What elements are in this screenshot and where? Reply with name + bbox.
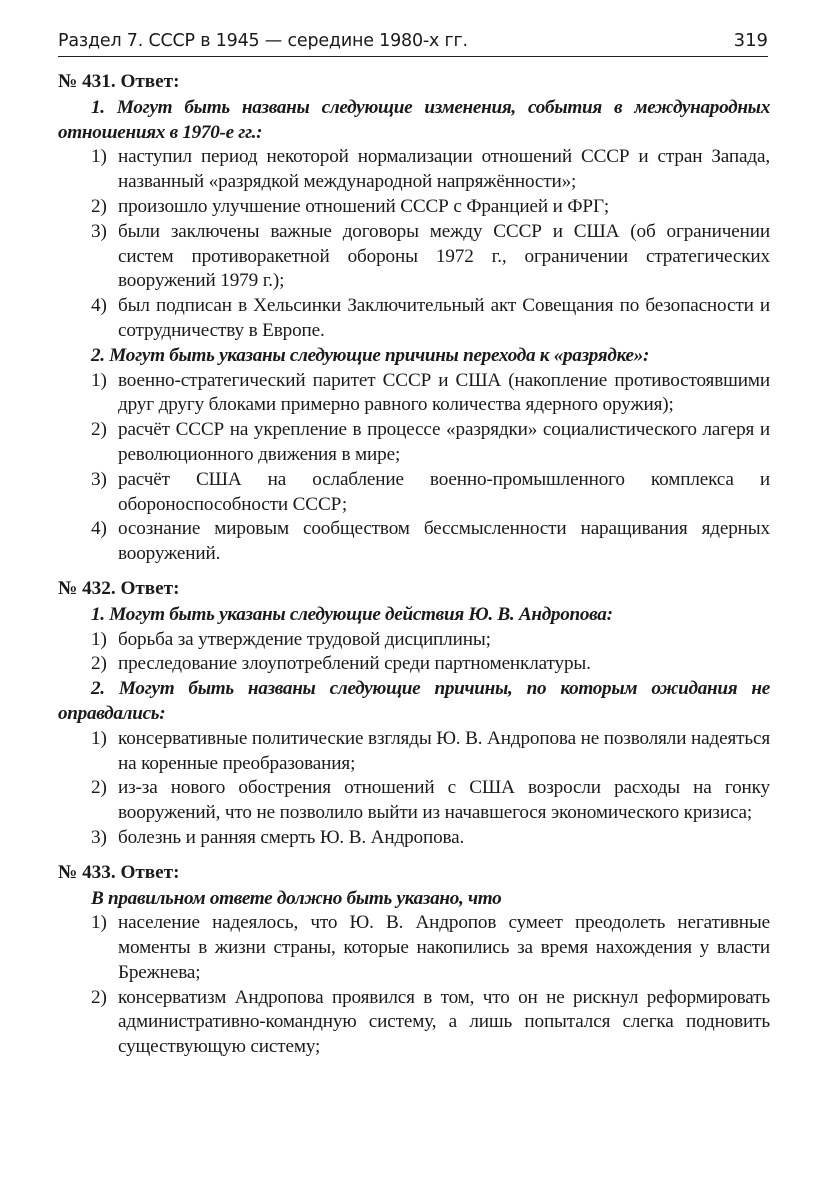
list-item-number: 4) (91, 518, 107, 540)
list-item (58, 369, 770, 419)
page-number: 319 (733, 30, 768, 51)
list-item (58, 652, 770, 677)
list-item-text: болезнь и ранняя смерть Ю. В. Андропова. (118, 826, 465, 848)
answer-431-part-1-lead: 1. Могут быть названы следующие изменения, события в международных отношениях в 1970-е гг.: (58, 96, 770, 143)
section-title: Раздел 7. СССР в 1945 — середине 1980-х гг. (58, 31, 468, 51)
list-item-text: военно-стратегический паритет СССР и США (накопление противостоявшими друг другу блоками примерно равного количества ядерного оружия); (118, 369, 770, 416)
list-item (58, 517, 770, 567)
list-item (58, 294, 770, 344)
list-item-number: 2) (91, 419, 107, 441)
list-item-text: консерватизм Андропова проявился в том, что он не рискнул реформировать административно-командную систему, а лишь попытался слегка подновить существующую систему; (118, 986, 770, 1058)
list-item-number: 1) (91, 146, 107, 168)
list-item (58, 145, 770, 195)
answer-431-part-2-lead: 2. Могут быть указаны следующие причины перехода к «разрядке»: (91, 344, 650, 366)
list-item-text: консервативные политические взгляды Ю. В. Андропова не позволяли надеяться на коренные преобразования; (118, 727, 771, 774)
list-item (58, 776, 770, 826)
list-item-text: наступил период некоторой нормализации отношений СССР и стран Запада, названный «разрядкой международной напряжённости»; (118, 146, 770, 193)
list-item-text: были заключены важные договоры между СССР и США (об ограничении систем противоракетной обороны 1972 г., ограничении стратегических вооружений 1979 г.); (118, 220, 770, 292)
list-item-number: 2) (91, 195, 107, 217)
list-item (58, 628, 770, 653)
list-item (58, 468, 770, 518)
answer-432-part-2-lead: 2. Могут быть названы следующие причины, по которым ожидания не оправдались: (58, 678, 770, 724)
list-item-number: 4) (91, 295, 107, 317)
list-item-text: расчёт СССР на укрепление в процессе «разрядки» социалистического лагеря и революционного движения в мире; (118, 419, 770, 465)
list-item-number: 3) (91, 826, 107, 848)
list-item-text: осознание мировым сообществом бессмысленности наращивания ядерных вооружений. (118, 518, 770, 565)
list-item-text: население надеялось, что Ю. В. Андропов сумеет преодолеть негативные моменты в жизни страны, которые накопились за время нахождения у власти Брежнева; (118, 912, 770, 983)
list-item (58, 195, 770, 220)
list-item-text: расчёт США на ослабление военно-промышленного комплекса и обороноспособности СССР; (118, 468, 770, 515)
list-item-number: 3) (91, 220, 107, 242)
list-item-number: 1) (91, 727, 107, 749)
list-item-number: 1) (91, 912, 107, 934)
list-item-number: 1) (91, 628, 107, 650)
list-item-text: произошло улучшение отношений СССР с Францией и ФРГ; (118, 195, 610, 217)
answer-432-part-1-lead: 1. Могут быть указаны следующие действия Ю. В. Андропова: (91, 603, 613, 625)
list-item (58, 418, 770, 468)
list-item (58, 727, 770, 777)
list-item-number: 1) (91, 369, 107, 391)
list-item-text: был подписан в Хельсинки Заключительный акт Совещания по безопасности и сотрудничеству в Европе. (118, 295, 770, 341)
list-item-text: борьба за утверждение трудовой дисциплины; (118, 628, 491, 650)
answer-heading-432: № 432. Ответ: (58, 577, 180, 599)
list-item-number: 2) (91, 986, 107, 1008)
list-item (58, 986, 770, 1060)
answer-heading-431: № 431. Ответ: (58, 71, 180, 92)
answer-433-part-1-lead: В правильном ответе должно быть указано, что (91, 887, 502, 909)
page-content (58, 70, 770, 1060)
list-item (58, 911, 770, 985)
list-item (58, 826, 770, 851)
list-item-text: преследование злоупотреблений среди партноменклатуры. (118, 653, 591, 675)
list-item-number: 3) (91, 468, 107, 490)
running-header (58, 26, 768, 57)
answer-heading-433: № 433. Ответ: (58, 861, 180, 883)
list-item-text: из-за нового обострения отношений с США возросли расходы на гонку вооружений, что не позволило выйти из начавшегося экономического кризиса; (118, 777, 770, 824)
list-item-number: 2) (91, 777, 107, 799)
list-item-number: 2) (91, 653, 107, 675)
list-item (58, 220, 770, 294)
